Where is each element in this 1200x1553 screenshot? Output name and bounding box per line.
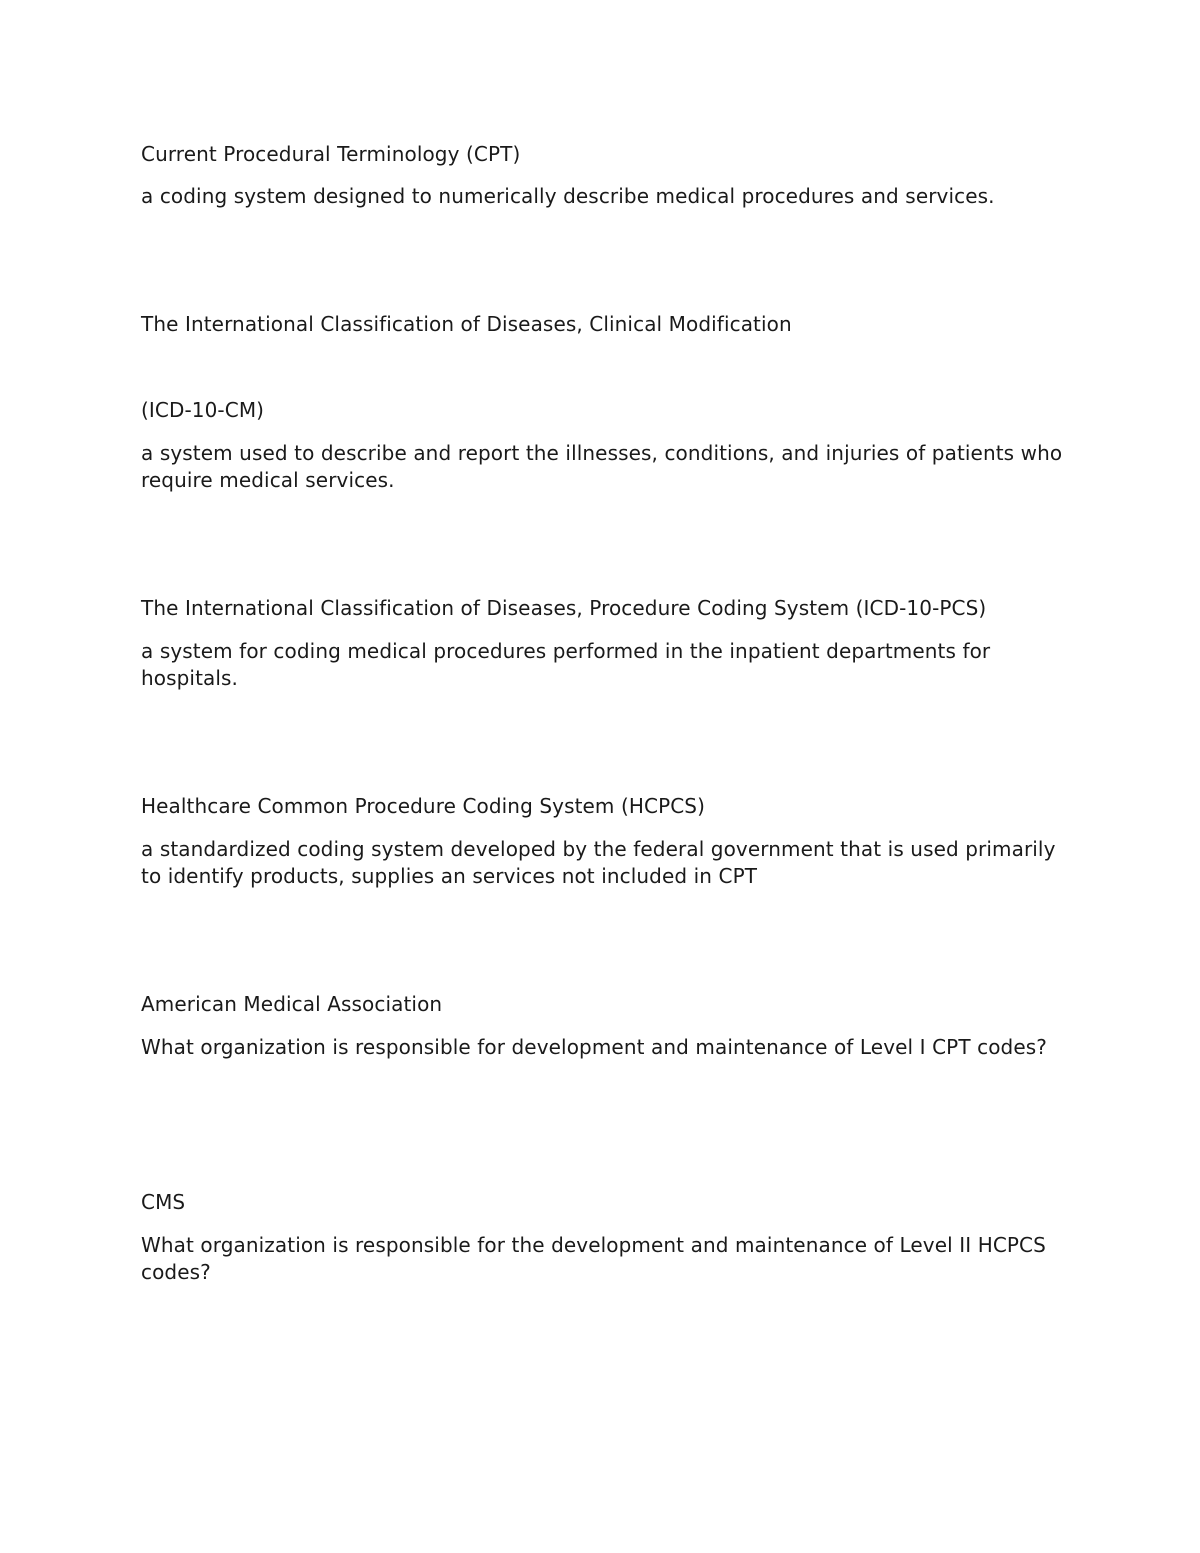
definition-hcpcs: a standardized coding system developed by the federal government that is used primarily to identify products, supplies an services not included in CPT: [141, 837, 1056, 888]
definition-icd-10-pcs: a system for coding medical procedures performed in the inpatient departments for hospitals.: [141, 639, 991, 690]
term-cpt: Current Procedural Terminology (CPT): [141, 142, 521, 166]
term-hcpcs: Healthcare Common Procedure Coding System (HCPCS): [141, 794, 706, 818]
definition-cpt: a coding system designed to numerically describe medical procedures and services.: [141, 184, 995, 208]
definition-icd-10-cm: a system used to describe and report the illnesses, conditions, and injuries of patients who require medical services.: [141, 441, 1063, 492]
term-ama: American Medical Association: [141, 992, 443, 1016]
term-icd-10-pcs: The International Classification of Diseases, Procedure Coding System (ICD-10-PCS): [141, 596, 987, 620]
definition-cms: What organization is responsible for the development and maintenance of Level II HCPCS codes?: [141, 1233, 1046, 1284]
term-cms: CMS: [141, 1190, 186, 1214]
definition-ama: What organization is responsible for development and maintenance of Level I CPT codes?: [141, 1035, 1047, 1059]
term-icd-10-cm-suffix: (ICD-10-CM): [141, 398, 265, 422]
term-icd-10-cm: The International Classification of Diseases, Clinical Modification: [141, 312, 792, 336]
